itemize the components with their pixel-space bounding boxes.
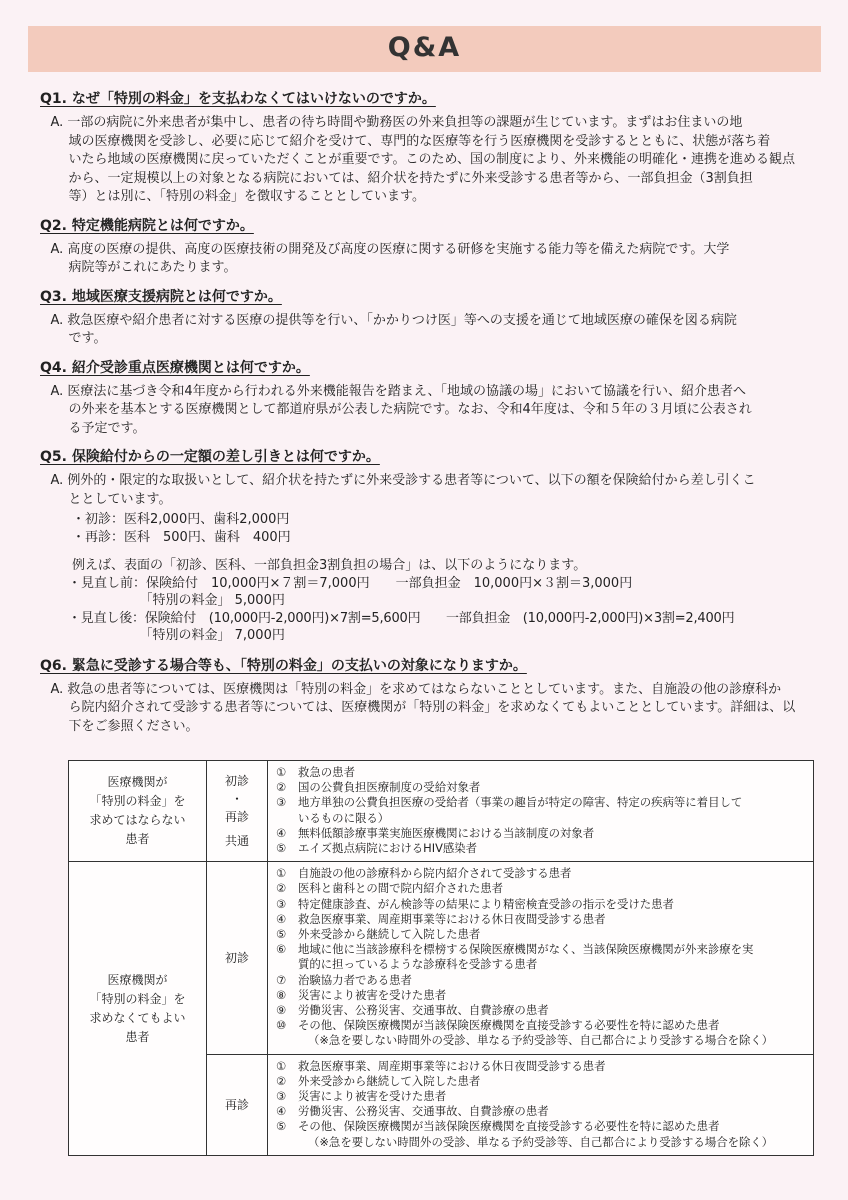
item-text: 医科と歯科との間で院内紹介された患者 bbox=[298, 881, 504, 896]
question-4: Q4. 紹介受診重点医療機関とは何ですか。 bbox=[40, 359, 310, 376]
label-line: ・ bbox=[230, 792, 243, 807]
item-text: 国の公費負担医療制度の受給対象者 bbox=[298, 780, 481, 795]
item-number: ④ bbox=[276, 911, 287, 926]
table-item bbox=[276, 912, 807, 927]
answer-1 bbox=[52, 114, 818, 207]
answer-line: いたら地域の医療機関に戻っていただくことが重要です。このため、国の制度により、外来機能の明確化・連携を進める観点 bbox=[68, 152, 795, 167]
item-text: 労働災害、公務災害、交通事故、自費診療の患者 bbox=[298, 1104, 549, 1119]
exemption-table bbox=[68, 760, 814, 1156]
visit-type-revisit: 再診 bbox=[207, 1054, 268, 1155]
item-number: ② bbox=[276, 780, 287, 795]
example-intro: 例えば、表面の「初診、医科、一部負担金3割負担の場合」は、以下のようになります。 bbox=[72, 558, 587, 573]
title-banner bbox=[28, 26, 821, 72]
item-text: 災害により被害を受けた患者 bbox=[298, 987, 447, 1002]
category-line: 医療機関が bbox=[107, 972, 168, 987]
category-line: 「特別の料金」を bbox=[89, 794, 186, 809]
category-must-not bbox=[69, 761, 207, 862]
item-number: ② bbox=[276, 881, 287, 896]
category-line: 求めなくてもよい bbox=[89, 1010, 186, 1025]
items-revisit bbox=[268, 1054, 814, 1155]
fee-revisit: ・再診：医科 500円、歯科 400円 bbox=[72, 530, 291, 545]
example-after: ・見直し後：保険給付 (10,000円-2,000円)×7割=5,600円 一部負担金 (10,000円-2,000円)×3割=2,400円 bbox=[68, 610, 735, 626]
item-text: 外来受診から継続して入院した患者 bbox=[298, 927, 481, 942]
qa-content bbox=[40, 90, 818, 746]
answer-line: ら院内紹介されて受診する患者等については、医療機関が「特別の料金」を求めなくてもよいこととしています。詳細は、以 bbox=[68, 700, 796, 715]
items-must-not bbox=[268, 761, 814, 862]
table-item bbox=[276, 973, 807, 988]
table-item bbox=[276, 897, 807, 912]
item-number: ⑧ bbox=[276, 987, 287, 1002]
table-row bbox=[69, 862, 814, 1054]
item-text: 労働災害、公務災害、交通事故、自費診療の患者 bbox=[298, 1003, 549, 1018]
table-item bbox=[276, 881, 807, 896]
answer-line: から、一定規模以上の対象となる病院においては、紹介状を持たずに外来受診する患者等から、一部負担金（3割負担 bbox=[68, 170, 753, 186]
item-number: ① bbox=[276, 866, 287, 881]
item-number: ⑦ bbox=[276, 972, 287, 987]
item-text: 災害により被害を受けた患者 bbox=[298, 1089, 447, 1104]
answer-line: です。 bbox=[68, 331, 107, 346]
item-number: ③ bbox=[276, 795, 287, 810]
label-line: 再診 bbox=[224, 810, 249, 825]
answer-line: A. 高度の医療の提供、高度の医療技術の開発及び高度の医療に関する研修を実施する能力等を備えた病院です。大学 bbox=[50, 241, 730, 257]
table-item bbox=[276, 866, 807, 881]
answer-line: 病院等がこれにあたります。 bbox=[68, 260, 237, 275]
item-number: ② bbox=[276, 1073, 287, 1088]
question-3: Q3. 地域医療支援病院とは何ですか。 bbox=[40, 288, 282, 305]
question-1: Q1. なぜ「特別の料金」を支払わなくてはいけないのですか。 bbox=[40, 91, 436, 107]
example-after-fee: 「特別の料金」 7,000円 bbox=[68, 628, 285, 643]
table-item bbox=[276, 927, 807, 942]
answer-3 bbox=[52, 312, 818, 349]
item-number: ③ bbox=[276, 1089, 287, 1104]
category-line: 医療機関が bbox=[107, 775, 168, 790]
category-line: 「特別の料金」を bbox=[89, 991, 186, 1006]
table-item bbox=[276, 1089, 807, 1104]
label-line: 共通 bbox=[224, 834, 249, 849]
item-number: ⑥ bbox=[276, 942, 287, 957]
answer-2 bbox=[52, 241, 818, 278]
answer-line: の外来を基本とする医療機関として都道府県が公表した病院です。なお、令和4年度は、令和５年の３月頃に公表され bbox=[68, 402, 752, 417]
item-number: ⑨ bbox=[276, 1003, 287, 1018]
item-text: 特定健康診査、がん検診等の結果により精密検査受診の指示を受けた患者 bbox=[298, 896, 674, 911]
question-6: Q6. 緊急に受診する場合等も、「特別の料金」の支払いの対象になりますか。 bbox=[40, 657, 527, 674]
item-number: ⑤ bbox=[276, 927, 287, 942]
table-item bbox=[276, 841, 807, 856]
item-text: 救急医療事業、周産期事業等における休日夜間受診する患者 bbox=[298, 911, 606, 926]
item-number: ④ bbox=[276, 1104, 287, 1119]
label-line: 初診 bbox=[224, 774, 249, 789]
answer-6 bbox=[52, 681, 818, 737]
item-number: ④ bbox=[276, 825, 287, 840]
table-item bbox=[276, 1018, 807, 1048]
category-line: 患者 bbox=[125, 832, 150, 847]
answer-line: 下をご参照ください。 bbox=[68, 718, 199, 734]
table-item bbox=[276, 765, 807, 780]
item-text: 外来受診から継続して入院した患者 bbox=[298, 1073, 481, 1088]
item-text: 無料低額診療事業実施医療機関における当該制度の対象者 bbox=[298, 825, 595, 840]
item-number: ⑤ bbox=[276, 841, 287, 856]
category-line: 求めてはならない bbox=[89, 813, 186, 828]
answer-line: A. 例外的・限定的な取扱いとして、紹介状を持たずに外来受診する患者等について、以下の額を保険給付から差し引くこ bbox=[50, 473, 756, 488]
item-text: 救急医療事業、周産期事業等における休日夜間受診する患者 bbox=[298, 1058, 606, 1073]
question-2: Q2. 特定機能病院とは何ですか。 bbox=[40, 217, 254, 234]
table-item bbox=[276, 988, 807, 1003]
answer-line: 域の医療機関を受診し、必要に応じて紹介を受けて、専門的な医療等を行う医療機関を受診するとともに、状態が落ち着 bbox=[68, 133, 771, 149]
item-text: 救急の患者 bbox=[298, 765, 355, 779]
table-item bbox=[276, 1059, 807, 1074]
table-item bbox=[276, 1104, 807, 1119]
item-text: その他、保険医療機関が当該保険医療機関を直接受診する必要性を特に認めた患者 （※急を要しない時間外の受診、単なる予約受診等、自己都合により受診する場合を除く） bbox=[298, 1119, 774, 1149]
item-text: 地域に他に当該診療科を標榜する保険医療機関がなく、当該保険医療機関が外来診療を実 質的に担っているような診療科を受診する患者 bbox=[298, 942, 754, 972]
item-text: 地方単独の公費負担医療の受給者（事業の趣旨が特定の障害、特定の疾病等に着目して いるものに限る） bbox=[298, 795, 743, 825]
answer-line: A. 一部の病院に外来患者が集中し、患者の待ち時間や勤務医の外来負担等の課題が生じています。まずはお住まいの地 bbox=[50, 115, 743, 130]
answer-5 bbox=[52, 472, 818, 509]
item-text: エイズ拠点病院におけるHIV感染者 bbox=[298, 841, 478, 856]
item-number: ⑤ bbox=[276, 1119, 287, 1134]
items-first-visit bbox=[268, 862, 814, 1054]
answer-line: A. 医療法に基づき令和4年度から行われる外来機能報告を踏まえ、「地域の協議の場」において協議を行い、紹介患者へ bbox=[50, 383, 746, 399]
item-text: 自施設の他の診療科から院内紹介されて受診する患者 bbox=[298, 866, 572, 881]
item-number: ③ bbox=[276, 896, 287, 911]
example-before-fee: 「特別の料金」 5,000円 bbox=[68, 593, 285, 608]
item-number: ⑩ bbox=[276, 1018, 287, 1033]
item-text: その他、保険医療機関が当該保険医療機関を直接受診する必要性を特に認めた患者 （※急を要しない時間外の受診、単なる予約受診等、自己都合により受診する場合を除く） bbox=[298, 1018, 774, 1048]
table-row bbox=[69, 761, 814, 862]
answer-line: る予定です。 bbox=[68, 420, 146, 436]
visit-type-common bbox=[207, 761, 268, 862]
table-item bbox=[276, 795, 807, 825]
question-5: Q5. 保険給付からの一定額の差し引きとは何ですか。 bbox=[40, 449, 380, 465]
category-need-not bbox=[69, 862, 207, 1156]
answer-line: ととしています。 bbox=[68, 491, 172, 507]
table-item bbox=[276, 826, 807, 841]
answer-line: 等）とは別に、「特別の料金」を徴収することとしています。 bbox=[68, 189, 425, 204]
answer-4 bbox=[52, 383, 818, 439]
item-number: ① bbox=[276, 765, 287, 779]
item-text: 治験協力者である患者 bbox=[298, 972, 412, 987]
category-line: 患者 bbox=[125, 1029, 150, 1044]
table-item bbox=[276, 942, 807, 972]
fee-first-visit: ・初診：医科2,000円、歯科2,000円 bbox=[72, 512, 290, 527]
table-item bbox=[276, 780, 807, 795]
table-item bbox=[276, 1119, 807, 1149]
table-item bbox=[276, 1074, 807, 1089]
page-title: Q&A bbox=[387, 32, 462, 63]
example-before: ・見直し前：保険給付 10,000円×７割＝7,000円 一部負担金 10,000円×３割＝3,000円 bbox=[68, 575, 633, 591]
answer-line: A. 救急医療や紹介患者に対する医療の提供等を行い、「かかりつけ医」等への支援を通じて地域医療の確保を図る病院 bbox=[50, 312, 737, 328]
item-number: ① bbox=[276, 1058, 287, 1073]
table-item bbox=[276, 1003, 807, 1018]
answer-line: A. 救急の患者等については、医療機関は「特別の料金」を求めてはならないこととしています。また、自施設の他の診療科か bbox=[50, 681, 782, 697]
visit-type-first: 初診 bbox=[207, 862, 268, 1054]
